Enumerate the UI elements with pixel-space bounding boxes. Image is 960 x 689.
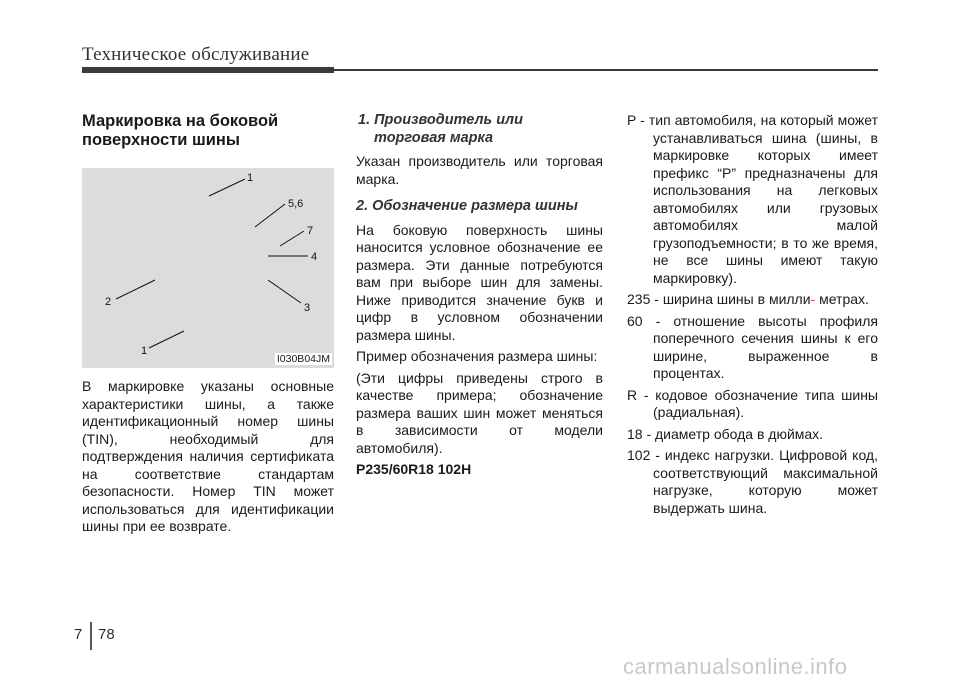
subheading-manufacturer (356, 112, 603, 147)
definition-key: 18 - (627, 425, 656, 442)
callout-line-7 (280, 231, 304, 246)
page-number: 78 (98, 626, 115, 643)
definition-text-continued: метрах. (815, 291, 869, 307)
section-heading (82, 112, 334, 150)
definition-key: 102 - (627, 447, 665, 463)
figure-code: I030B04JM (276, 353, 330, 365)
definition-text: тип автомобиля, на который может устанавливаться шина (шины, в маркировке которых имеет префикс “P” предназначены для использования на легковых автомобилях или грузовых автомобилях малой грузоподъемности; в то же время, не все шины имеют такую маркировку). (648, 112, 879, 286)
tire-size-code: P235/60R18 102H (356, 461, 472, 477)
page-header-title: Техническое обслуживание (82, 44, 310, 65)
definition-text: ширина шины в милли (662, 291, 811, 307)
definition-item (627, 313, 878, 383)
definition-text: отношение высоты профиля поперечного сечения шины к его ширине, выраженное в процентах. (653, 312, 878, 381)
size-example-note: (Эти цифры приведены строго в качестве примера; обозначение размера ваших шин может меняться в зависимости от модели автомобиля). (356, 369, 603, 456)
chapter-number: 7 (74, 626, 83, 643)
definition-item (627, 112, 878, 287)
callout-label-2: 2 (105, 296, 112, 308)
callout-line-3 (268, 280, 301, 303)
size-example-intro: Пример обозначения размера шины: (356, 348, 598, 364)
callout-line-2 (116, 280, 155, 299)
callout-label-1-bottom: 1 (141, 345, 148, 357)
definition-item (627, 426, 878, 444)
header-rule-thin (334, 69, 878, 71)
section-heading-line-1: Маркировка на боковой (82, 112, 279, 130)
callout-label-4: 4 (311, 251, 318, 263)
column-middle (356, 112, 603, 479)
subheading-manufacturer-line-1: 1. Производитель или (358, 112, 523, 128)
definition-text: кодовое обозначение типа шины (радиальная). (653, 386, 878, 420)
page-number-divider (90, 622, 92, 650)
subheading-manufacturer-line-2: торговая марка (374, 129, 494, 146)
callout-label-3: 3 (304, 302, 311, 314)
callout-line-5-6 (255, 204, 285, 227)
definition-key: P - (627, 112, 649, 128)
figure-callout-lines (82, 168, 334, 368)
tire-sidewall-figure (82, 168, 334, 368)
column-left (82, 112, 334, 540)
callout-label-5-6: 5,6 (288, 198, 304, 210)
section-heading-line-2: поверхности шины (82, 131, 240, 149)
callout-line-1-bottom (149, 331, 184, 348)
watermark: carmanualsonline.info (623, 654, 848, 679)
subheading-size-designation: 2. Обозначение размера шины (356, 198, 578, 214)
header-rule-thick (82, 67, 334, 73)
callout-label-7: 7 (307, 225, 314, 237)
size-paragraph: На боковую поверхность шины наносится условное обозначение ее размера. Эти данные потребуются вам при выборе шин для замены. Ниже приводится значение букв и цифр в условном обозначении размера шины. (356, 221, 603, 343)
hyphen-accent: - (810, 291, 816, 307)
manufacturer-paragraph: Указан производитель или торговая марка. (356, 153, 603, 187)
definition-item (627, 447, 878, 517)
definition-key: 235 - (627, 291, 663, 307)
definition-text: индекс нагрузки. Цифровой код, соответствующий максимальной нагрузке, которую может выдержать шина. (653, 447, 878, 516)
definition-item (627, 291, 878, 309)
definition-key: 60 - (627, 312, 674, 329)
definition-item (627, 387, 878, 422)
callout-label-1-top: 1 (247, 172, 254, 184)
definition-text: диаметр обода в дюймах. (655, 425, 824, 442)
definition-key: R - (627, 386, 656, 403)
column-right (627, 112, 878, 521)
callout-line-1-top (209, 179, 245, 196)
intro-paragraph: В маркировке указаны основные характеристики шины, а также идентификационный номер шины (TIN), необходимый для подтверждения наличия сертификата на соответствие стандартам безопасности. Номер TIN может использоваться для идентификации шины при ее возврате. (82, 378, 334, 534)
